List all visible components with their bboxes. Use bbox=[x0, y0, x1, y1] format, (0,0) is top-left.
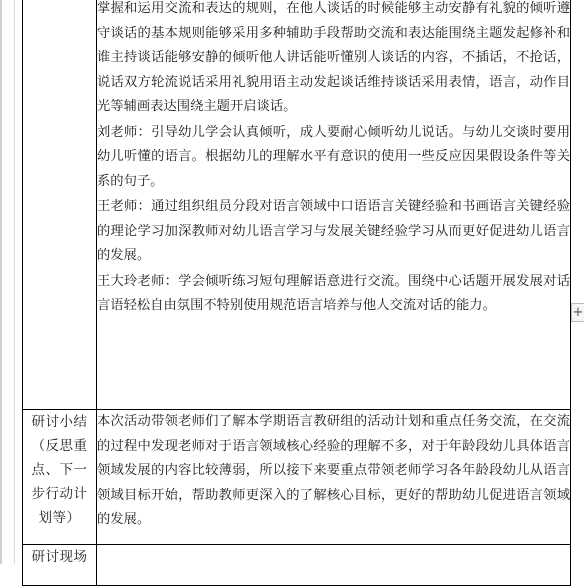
summary-label bbox=[23, 410, 97, 545]
left-guide bbox=[0, 0, 2, 564]
table-row-summary bbox=[23, 410, 571, 545]
scene-content[interactable] bbox=[97, 545, 571, 586]
report-table bbox=[22, 0, 571, 586]
paragraph-liu: 刘老师：引导幼儿学会认真倾听，成人要耐心倾听幼儿说话。与幼儿交谈时要用幼儿听懂的语言。根据幼儿的理解水平有意识的使用一些反应因果假设条件等关系的句子。 bbox=[97, 124, 570, 189]
scene-label: 研讨现场 bbox=[23, 545, 97, 586]
row-label-empty bbox=[23, 0, 97, 410]
discussion-content[interactable] bbox=[97, 0, 571, 410]
table-row-scene bbox=[23, 545, 571, 586]
paragraph-rules: 掌握和运用交流和表达的规则，在他人谈话的时候能够主动安静有礼貌的倾听遵守谈话的基本规则能够采用多种辅助手段帮助交流和表达能围绕主题发起修补和谁主持谈话能够安静的倾听他人讲话能听懂别人谈话的内容，不插话，不抢话，说话双方轮流说话采用礼貌用语主动发起谈话维持谈话采用表情，语言，动作目光等辅画表达围绕主题开启谈话。 bbox=[97, 1, 570, 114]
paragraph-wang: 王老师：通过组织组员分段对语言领域中口语语言关键经验和书画语言关键经验的理论学习加深教师对幼儿语言学习与发展关键经验学习从而更好促进幼儿语言的发展。 bbox=[97, 199, 570, 263]
table-row-discussion bbox=[23, 0, 571, 410]
summary-label-line: （反思重 bbox=[31, 438, 88, 454]
page-margin-line bbox=[14, 0, 15, 564]
summary-label-line: 划等） bbox=[38, 510, 81, 526]
summary-label-line: 点、下一 bbox=[31, 462, 88, 478]
summary-content[interactable]: 本次活动带领老师们了解本学期语言教研组的活动计划和重点任务交流，在交流的过程中发现老师对于语言领域核心经验的理解不多，对于年龄段幼儿具体语言领域发展的内容比较薄弱，所以接下来要重点带领老师学习各年龄段幼儿从语言领域目标开始，帮助教师更深入的了解核心目标，更好的帮助幼儿促进语言领域的发展。 bbox=[97, 410, 571, 545]
expand-button[interactable]: + bbox=[572, 305, 584, 320]
paragraph-wang-daling: 王大玲老师：学会倾听练习短句理解语意进行交流。围绕中心话题开展发展对话言语轻松自由氛围不特别使用规范语言培养与他人交流对话的能力。 bbox=[97, 273, 570, 313]
summary-label-line: 研讨小结 bbox=[31, 414, 88, 430]
summary-label-line: 步行动计 bbox=[31, 486, 88, 502]
